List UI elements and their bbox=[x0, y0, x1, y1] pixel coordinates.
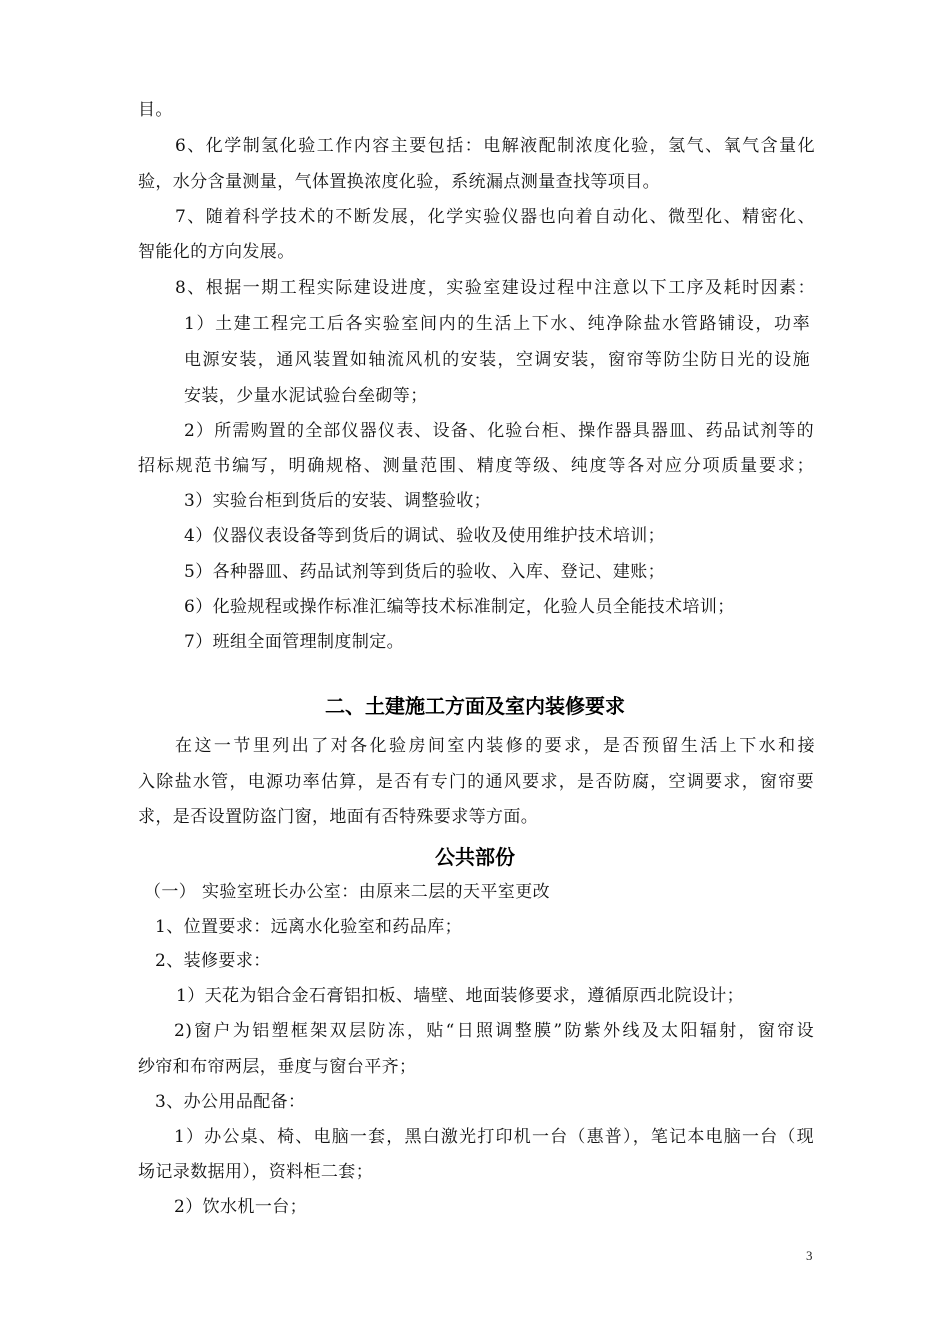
list-item-line: 7）班组全面管理制度制定。 bbox=[184, 632, 405, 652]
paragraph-line: 7、随着科学技术的不断发展，化学实验仪器也向着自动化、微型化、精密化、 bbox=[175, 207, 815, 227]
paragraph-line: 智能化的方向发展。 bbox=[138, 242, 295, 262]
list-item-line: 1）土建工程完工后各实验室间内的生活上下水、纯净除盐水管路铺设，功率 bbox=[184, 314, 810, 334]
page-number: 3 bbox=[806, 1248, 813, 1263]
paragraph-line: 在这一节里列出了对各化验房间室内装修的要求，是否预留生活上下水和接 bbox=[175, 736, 815, 756]
paragraph-line: （一） 实验室班长办公室：由原来二层的天平室更改 bbox=[144, 882, 551, 902]
list-item-line: 4）仪器仪表设备等到货后的调试、验收及使用维护技术培训； bbox=[184, 526, 666, 546]
list-item-line: 1、位置要求：远离水化验室和药品库； bbox=[155, 917, 463, 937]
subsection-heading: 公共部份 bbox=[435, 845, 515, 869]
list-item-line: 招标规范书编写，明确规格、测量范围、精度等级、纯度等各对应分项质量要求； bbox=[138, 456, 814, 476]
paragraph-line: 求，是否设置防盗门窗，地面有否特殊要求等方面。 bbox=[138, 807, 539, 827]
list-item-line: 3、办公用品配备： bbox=[155, 1092, 306, 1112]
list-item-line: 3）实验台柜到货后的安装、调整验收； bbox=[184, 491, 492, 511]
section-heading: 二、土建施工方面及室内装修要求 bbox=[325, 694, 625, 718]
list-item-line: 6）化验规程或操作标准汇编等技术标准制定，化验人员全能技术培训； bbox=[184, 597, 735, 617]
list-item-line: 安装，少量水泥试验台垒砌等； bbox=[184, 386, 428, 406]
paragraph-line: 入除盐水管，电源功率估算，是否有专门的通风要求，是否防腐，空调要求，窗帘要 bbox=[138, 772, 814, 792]
list-item-line: 纱帘和布帘两层，垂度与窗台平齐； bbox=[138, 1057, 417, 1077]
list-item-line: 场记录数据用），资料柜二套； bbox=[138, 1162, 374, 1182]
paragraph-line: 目。 bbox=[138, 100, 173, 120]
list-item-line: 1）办公桌、椅、电脑一套，黑白激光打印机一台（惠普），笔记本电脑一台（现 bbox=[174, 1127, 814, 1147]
list-item-line: 2）饮水机一台； bbox=[174, 1197, 308, 1217]
list-item-line: 电源安装，通风装置如轴流风机的安装，空调安装，窗帘等防尘防日光的设施 bbox=[184, 350, 810, 370]
list-item-line: 2、装修要求： bbox=[155, 951, 271, 971]
list-item-line: 2）所需购置的全部仪器仪表、设备、化验台柜、操作器具器皿、药品试剂等的 bbox=[184, 421, 814, 441]
list-item-line: 1）天花为铝合金石膏铝扣板、墙壁、地面装修要求，遵循原西北院设计； bbox=[176, 986, 745, 1006]
paragraph-line: 8、根据一期工程实际建设进度，实验室建设过程中注意以下工序及耗时因素： bbox=[175, 278, 815, 298]
list-item-line: 2)窗户为铝塑框架双层防冻，贴“日照调整膜”防紫外线及太阳辐射，窗帘设 bbox=[174, 1021, 814, 1041]
paragraph-line: 6、化学制氢化验工作内容主要包括：电解液配制浓度化验，氢气、氧气含量化 bbox=[175, 136, 815, 156]
paragraph-line: 验，水分含量测量，气体置换浓度化验，系统漏点测量查找等项目。 bbox=[138, 172, 660, 192]
list-item-line: 5）各种器皿、药品试剂等到货后的验收、入库、登记、建账； bbox=[184, 562, 666, 582]
